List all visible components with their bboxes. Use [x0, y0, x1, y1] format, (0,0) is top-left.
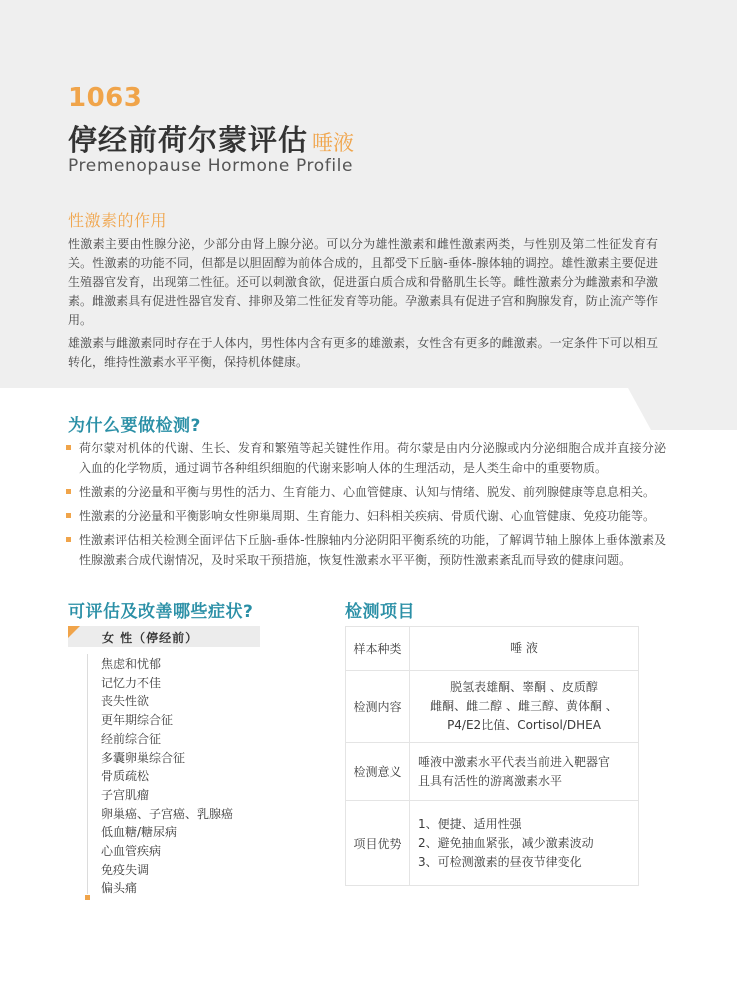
why-bullet-text: 性激素评估相关检测全面评估下丘脑-垂体-性腺轴内分泌阴阳平衡系统的功能，了解调节轴上腺体上垂体激素及性腺激素合成代谢情况，及时采取干预措施，恢复性激素水平平衡，预防性激素紊乱而导致的健康问题。 — [79, 533, 666, 567]
row-value — [410, 671, 639, 743]
value-line: 唾液中激素水平代表当前进入靶器官 — [418, 754, 611, 769]
table-row — [346, 801, 639, 886]
symptom-item: 子宫肌瘤 — [101, 787, 150, 802]
symptom-item: 偏头痛 — [101, 881, 138, 896]
value-line: 唾 液 — [510, 641, 538, 655]
symptoms-heading: 可评估及改善哪些症状? — [68, 602, 254, 622]
symptom-item: 焦虑和忧郁 — [101, 657, 162, 671]
why-bullet — [66, 438, 666, 478]
value-line: 且具有活性的游离激素水平 — [418, 773, 563, 788]
why-bullet-text: 性激素的分泌量和平衡与男性的活力、生育能力、心血管健康、认知与情绪、脱发、前列腺健康等息息相关。 — [79, 485, 656, 499]
female-group-label: 女 性（停经前） — [102, 631, 199, 645]
role-heading: 性激素的作用 — [68, 211, 168, 230]
row-value — [410, 627, 639, 671]
role-paragraph-1: 性激素主要由性腺分泌，少部分由肾上腺分泌。可以分为雄性激素和雌性激素两类，与性别及第二性征发育有关。性激素的功能不同，但都是以胆固醇为前体合成的，且都受下丘脑-垂体-腺体轴的调控。雄性激素主要促进生殖器官发育，出现第二性征。还可以刺激食欲，促进蛋白质合成和骨骼肌生长等。雌性激素分为雌激素和孕激素。雌激素具有促进性器官发育、排卵及第二性征发育等功能。孕激素具有促进子宫和胸腺发育，防止流产等作用。 — [68, 237, 658, 327]
why-bullet — [66, 506, 666, 526]
table-row — [346, 627, 639, 671]
value-line: 脱氢表雄酮、睾酮 、皮质醇 — [450, 680, 598, 694]
symptom-item: 卵巢癌、子宫癌、乳腺癌 — [101, 806, 234, 821]
title-row — [68, 118, 354, 159]
why-bullet-list — [66, 438, 666, 574]
value-line: 2、避免抽血紧张，减少激素波动 — [418, 835, 594, 850]
symptom-item: 骨质疏松 — [101, 769, 150, 784]
bullet-dot-icon — [66, 445, 71, 450]
row-label: 项目优势 — [346, 801, 410, 886]
bullet-dot-icon — [66, 489, 71, 494]
why-bullet — [66, 482, 666, 502]
symptom-list-rule — [87, 654, 88, 894]
why-heading: 为什么要做检测? — [68, 416, 201, 436]
symptom-item: 心血管疾病 — [101, 844, 162, 859]
role-paragraph-2: 雄激素与雌激素同时存在于人体内，男性体内含有更多的雄激素，女性含有更多的雌激素。一定条件下可以相互转化，维持性激素水平平衡，保持机体健康。 — [68, 336, 658, 369]
value-line: 雌酮、雌二醇 、雌三醇、黄体酮 、 — [430, 699, 618, 713]
list-end-dot-icon — [85, 895, 90, 900]
why-bullet — [66, 530, 666, 570]
test-items-table — [345, 626, 639, 886]
table-row — [346, 671, 639, 743]
row-value — [410, 801, 639, 886]
why-bullet-text: 荷尔蒙对机体的代谢、生长、发育和繁殖等起关键性作用。荷尔蒙是由内分泌腺或内分泌细胞合成并直接分泌入血的化学物质，通过调节各种组织细胞的代谢来影响人体的生理活动，是人类生命中的重要物质。 — [79, 441, 666, 475]
symptom-item: 更年期综合征 — [101, 713, 174, 728]
row-label: 检测意义 — [346, 743, 410, 801]
symptom-item: 多囊卵巢综合征 — [101, 750, 186, 765]
product-code: 1063 — [68, 83, 143, 113]
english-title: Premenopause Hormone Profile — [68, 156, 354, 176]
sample-type-tag: 唾液 — [312, 131, 355, 155]
bullet-dot-icon — [66, 537, 71, 542]
symptom-item: 免疫失调 — [101, 862, 150, 877]
symptom-list — [101, 655, 233, 898]
page-title: 停经前荷尔蒙评估 — [68, 123, 309, 157]
test-items-heading: 检测项目 — [345, 602, 415, 622]
why-bullet-text: 性激素的分泌量和平衡影响女性卵巢周期、生育能力、妇科相关疾病、骨质代谢、心血管健康、免疫功能等。 — [79, 509, 656, 523]
table-row — [346, 743, 639, 801]
symptom-item: 丧失性欲 — [101, 694, 150, 709]
value-line: P4/E2比值、Cortisol/DHEA — [447, 718, 601, 732]
row-label: 检测内容 — [346, 671, 410, 743]
bullet-dot-icon — [66, 513, 71, 518]
symptom-item: 记忆力不佳 — [101, 675, 162, 690]
corner-triangle-icon — [68, 626, 80, 638]
value-line: 1、便捷、适用性强 — [418, 816, 522, 831]
row-value — [410, 743, 639, 801]
symptom-item: 低血糖/糖尿病 — [101, 825, 178, 840]
row-label: 样本种类 — [346, 627, 410, 671]
symptom-item: 经前综合征 — [101, 731, 162, 746]
value-line: 3、可检测激素的昼夜节律变化 — [418, 854, 582, 869]
